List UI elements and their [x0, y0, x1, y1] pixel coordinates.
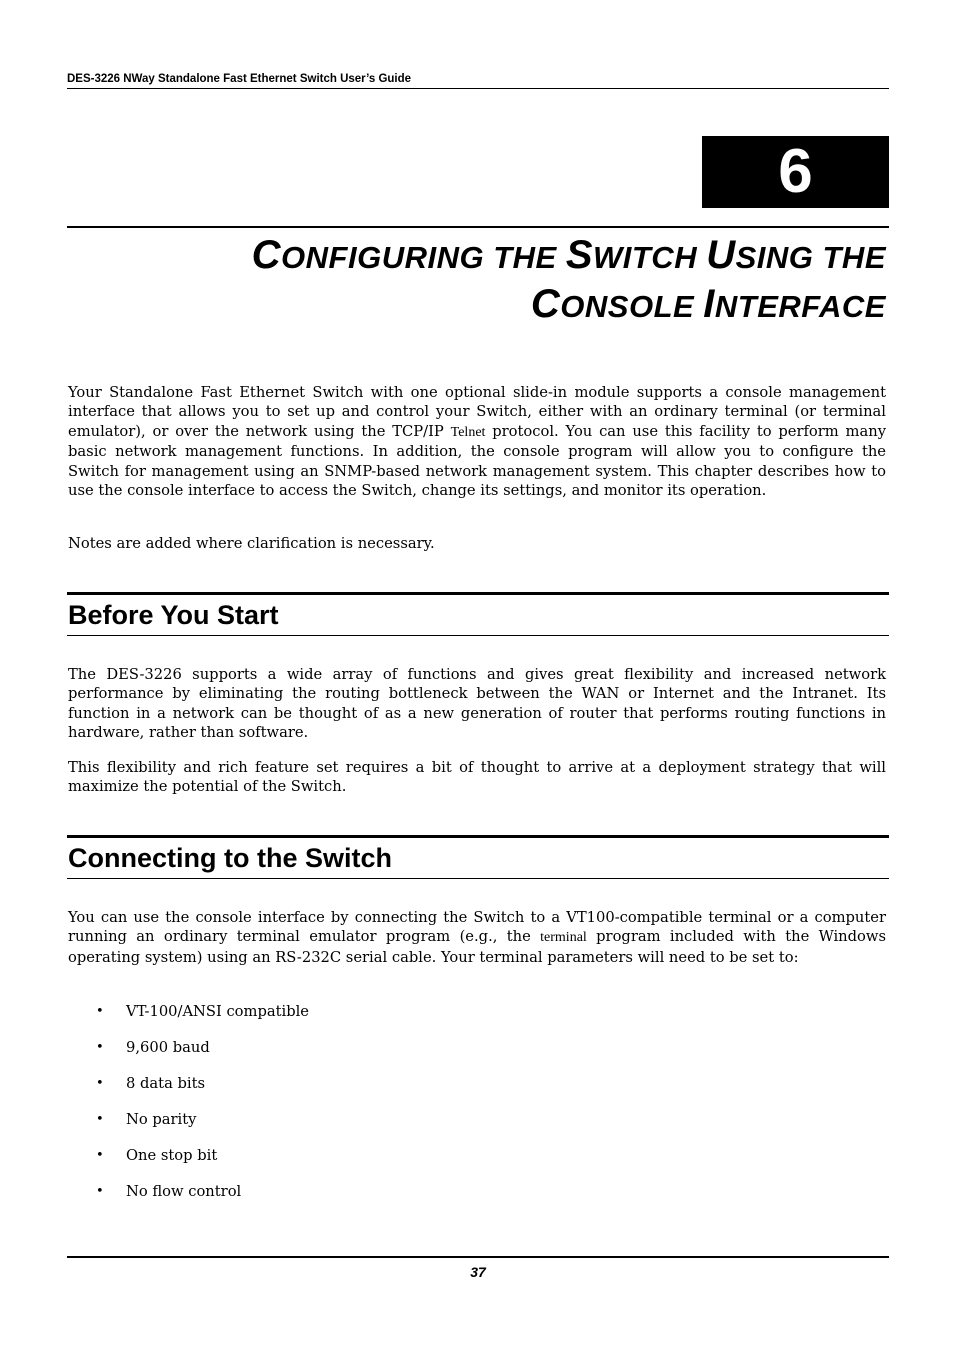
list-item: • VT-100/ANSI compatible — [96, 1002, 309, 1038]
section-heading-connecting: Connecting to the Switch — [68, 843, 392, 873]
title-word: SING THE — [735, 240, 886, 275]
intro-paragraph-2: Notes are added where clarification is necessary. — [68, 535, 435, 552]
terminal-parameters-list — [96, 1002, 309, 1218]
terminal-term: terminal — [540, 930, 587, 946]
page-number: 37 — [470, 1264, 486, 1280]
list-item: • No flow control — [96, 1182, 309, 1218]
section-rule-top — [67, 592, 889, 595]
title-word: ONSOLE — [560, 289, 704, 324]
chapter-title — [86, 232, 886, 330]
title-initial: U — [706, 233, 736, 277]
bullet-icon: • — [96, 1112, 104, 1127]
title-rule — [67, 226, 889, 228]
running-header: DES-3226 NWay Standalone Fast Ethernet Switch User’s Guide — [67, 73, 889, 89]
chapter-number: 6 — [778, 137, 813, 206]
section-rule-bottom — [67, 878, 889, 879]
chapter-title-line-2 — [86, 281, 886, 330]
footer-rule — [67, 1256, 889, 1258]
list-item: • One stop bit — [96, 1146, 309, 1182]
title-word: ONFIGURING THE — [281, 240, 566, 275]
before-start-paragraph-2: This flexibility and rich feature set requires a bit of thought to arrive at a deployment strategy that will maximize the potential of the Switch. — [68, 759, 886, 796]
bullet-icon: • — [96, 1040, 104, 1055]
section-heading-before-you-start: Before You Start — [68, 600, 279, 630]
chapter-number-box — [702, 136, 889, 208]
intro-paragraph-1: Your Standalone Fast Ethernet Switch with one optional slide-in module supports a console management interface that allows you to set up and control your Switch, either with an ordinary terminal (or terminal emulator), or over the network using the TCP/IP Telnet protocol. You can use this facility to perform many basic network management functions. In addition, the console program will allow you to configure the Switch for management using an SNMP-based network management system. This chapter describes how to use the console interface to access the Switch, change its settings, and monitor its operation. — [68, 384, 886, 500]
title-word: NTERFACE — [714, 289, 886, 324]
before-start-paragraph-1: The DES-3226 supports a wide array of functions and gives great flexibility and increased network performance by eliminating the routing bottleneck between the WAN or Internet and the Intranet. Its function in a network can be thought of as a new generation of router that performs routing functions in hardware, rather than software. — [68, 666, 886, 742]
bullet-icon: • — [96, 1148, 104, 1163]
telnet-term: Telnet — [450, 424, 486, 440]
section-rule-top — [67, 835, 889, 838]
title-word: WITCH — [593, 240, 707, 275]
title-initial: C — [530, 282, 561, 326]
list-item: • No parity — [96, 1110, 309, 1146]
bullet-icon: • — [96, 1076, 104, 1091]
chapter-title-line-1 — [86, 232, 886, 281]
list-item: • 9,600 baud — [96, 1038, 309, 1074]
title-initial: S — [565, 233, 593, 277]
list-item: • 8 data bits — [96, 1074, 309, 1110]
bullet-icon: • — [96, 1004, 104, 1019]
title-initial: I — [703, 282, 715, 326]
bullet-icon: • — [96, 1184, 104, 1199]
title-initial: C — [251, 233, 282, 277]
connecting-paragraph-1: You can use the console interface by connecting the Switch to a VT100-compatible terminal or a computer running an ordinary terminal emulator program (e.g., the terminal program included with the Windows operating system) using an RS-232C serial cable. Your terminal parameters will need to be set to: — [68, 909, 886, 966]
section-rule-bottom — [67, 635, 889, 636]
